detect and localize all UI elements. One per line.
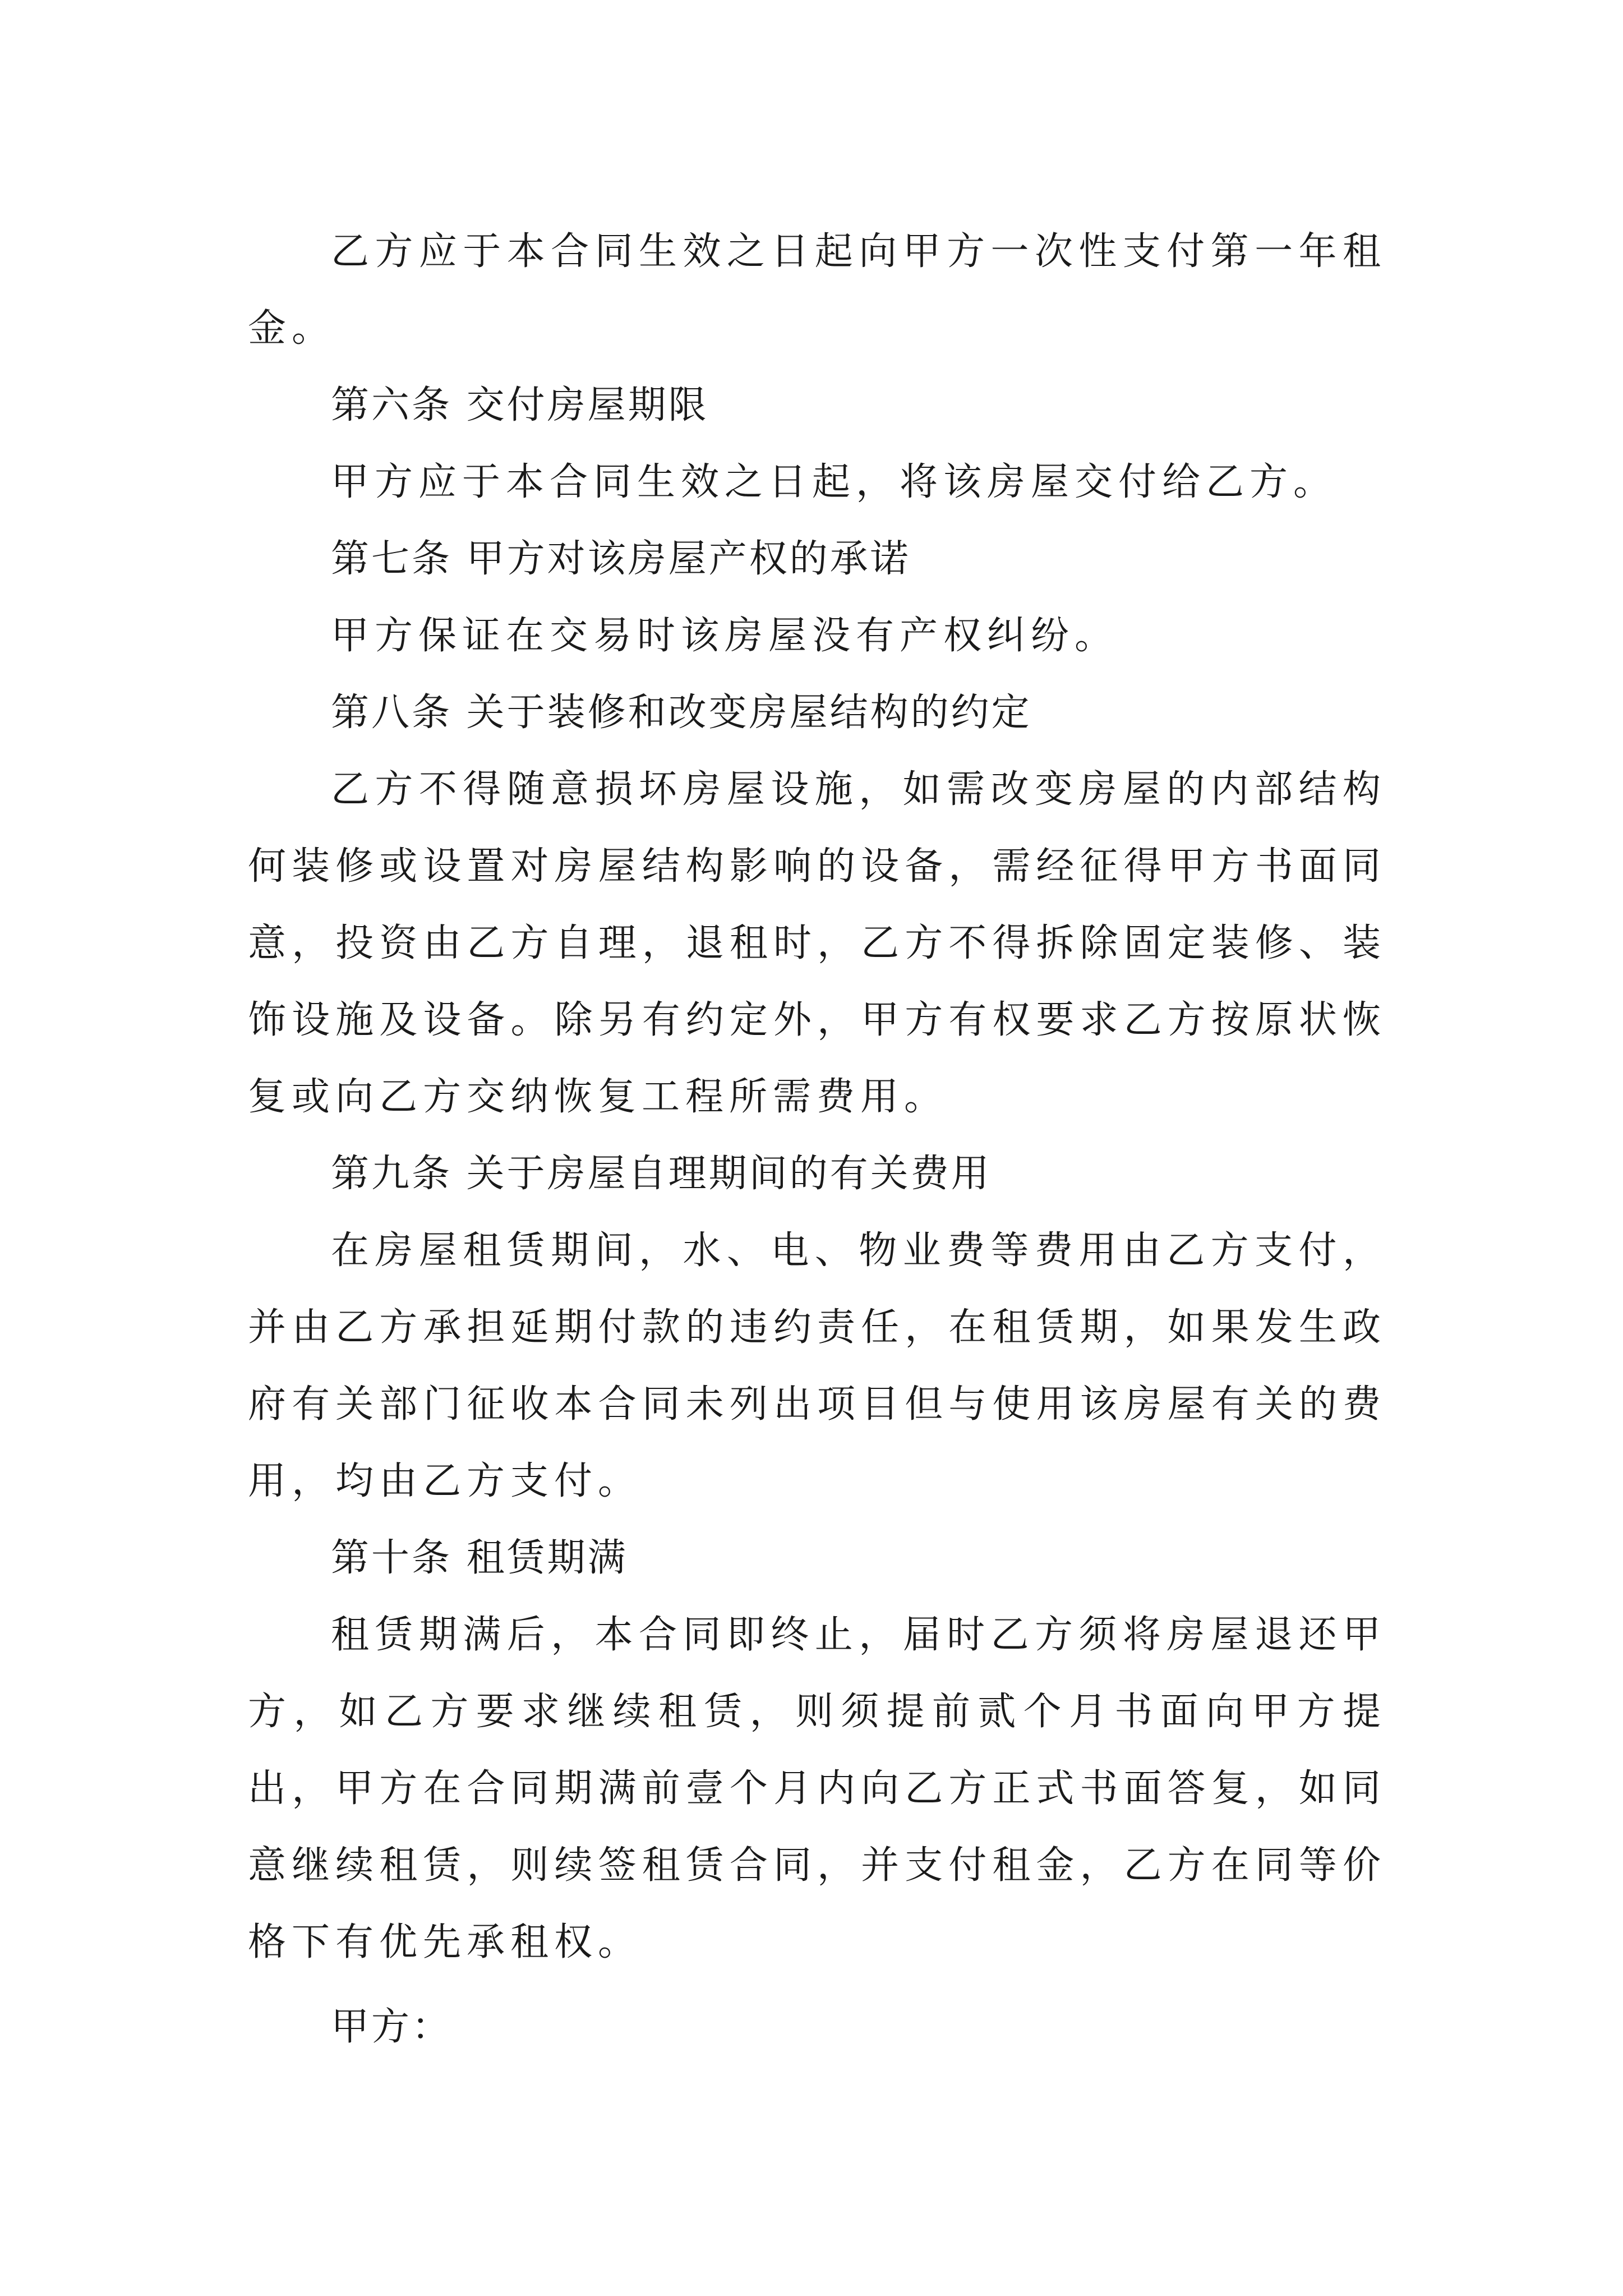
article-10-heading: 第十条 租赁期满 — [331, 1536, 628, 1580]
paragraph-fees: 在房屋租赁期间，水、电、物业费等费用由乙方支付，并由乙方承担延期付款的违约责任，在租赁期，如果发生政府有关部门征收本合同未列出项目但与使用该房屋有关的费用，均由乙方支付。 — [248, 1228, 1386, 1503]
paragraph-lease-expiry: 租赁期满后，本合同即终止，届时乙方须将房屋退还甲方，如乙方要求继续租赁，则须提前贰个月书面向甲方提出，甲方在合同期满前壹个月内向乙方正式书面答复，如同意继续租赁，则续签租赁合同，并支付租金，乙方在同等价格下有优先承租权。 — [248, 1613, 1386, 1964]
party-a-signature-label: 甲方： — [331, 2005, 453, 2049]
article-8-heading: 第八条 关于装修和改变房屋结构的约定 — [331, 691, 1032, 735]
article-6-heading: 第六条 交付房屋期限 — [331, 383, 709, 427]
paragraph-rent-payment: 乙方应于本合同生效之日起向甲方一次性支付第一年租金。 — [248, 229, 1386, 351]
paragraph-delivery: 甲方应于本合同生效之日起，将该房屋交付给乙方。 — [331, 460, 1338, 504]
article-9-heading: 第九条 关于房屋自理期间的有关费用 — [331, 1152, 992, 1196]
paragraph-renovation: 乙方不得随意损坏房屋设施，如需改变房屋的内部结构何装修或设置对房屋结构影响的设备，需经征得甲方书面同意，投资由乙方自理，退租时，乙方不得拆除固定装修、装饰设施及设备。除另有约定外，甲方有权要求乙方按原状恢复或向乙方交纳恢复工程所需费用。 — [248, 767, 1386, 1119]
spacer — [248, 1981, 1386, 1989]
document-page — [248, 213, 1386, 2065]
paragraph-title-guarantee: 甲方保证在交易时该房屋没有产权纠纷。 — [331, 614, 1119, 658]
article-7-heading: 第七条 甲方对该房屋产权的承诺 — [331, 537, 911, 581]
